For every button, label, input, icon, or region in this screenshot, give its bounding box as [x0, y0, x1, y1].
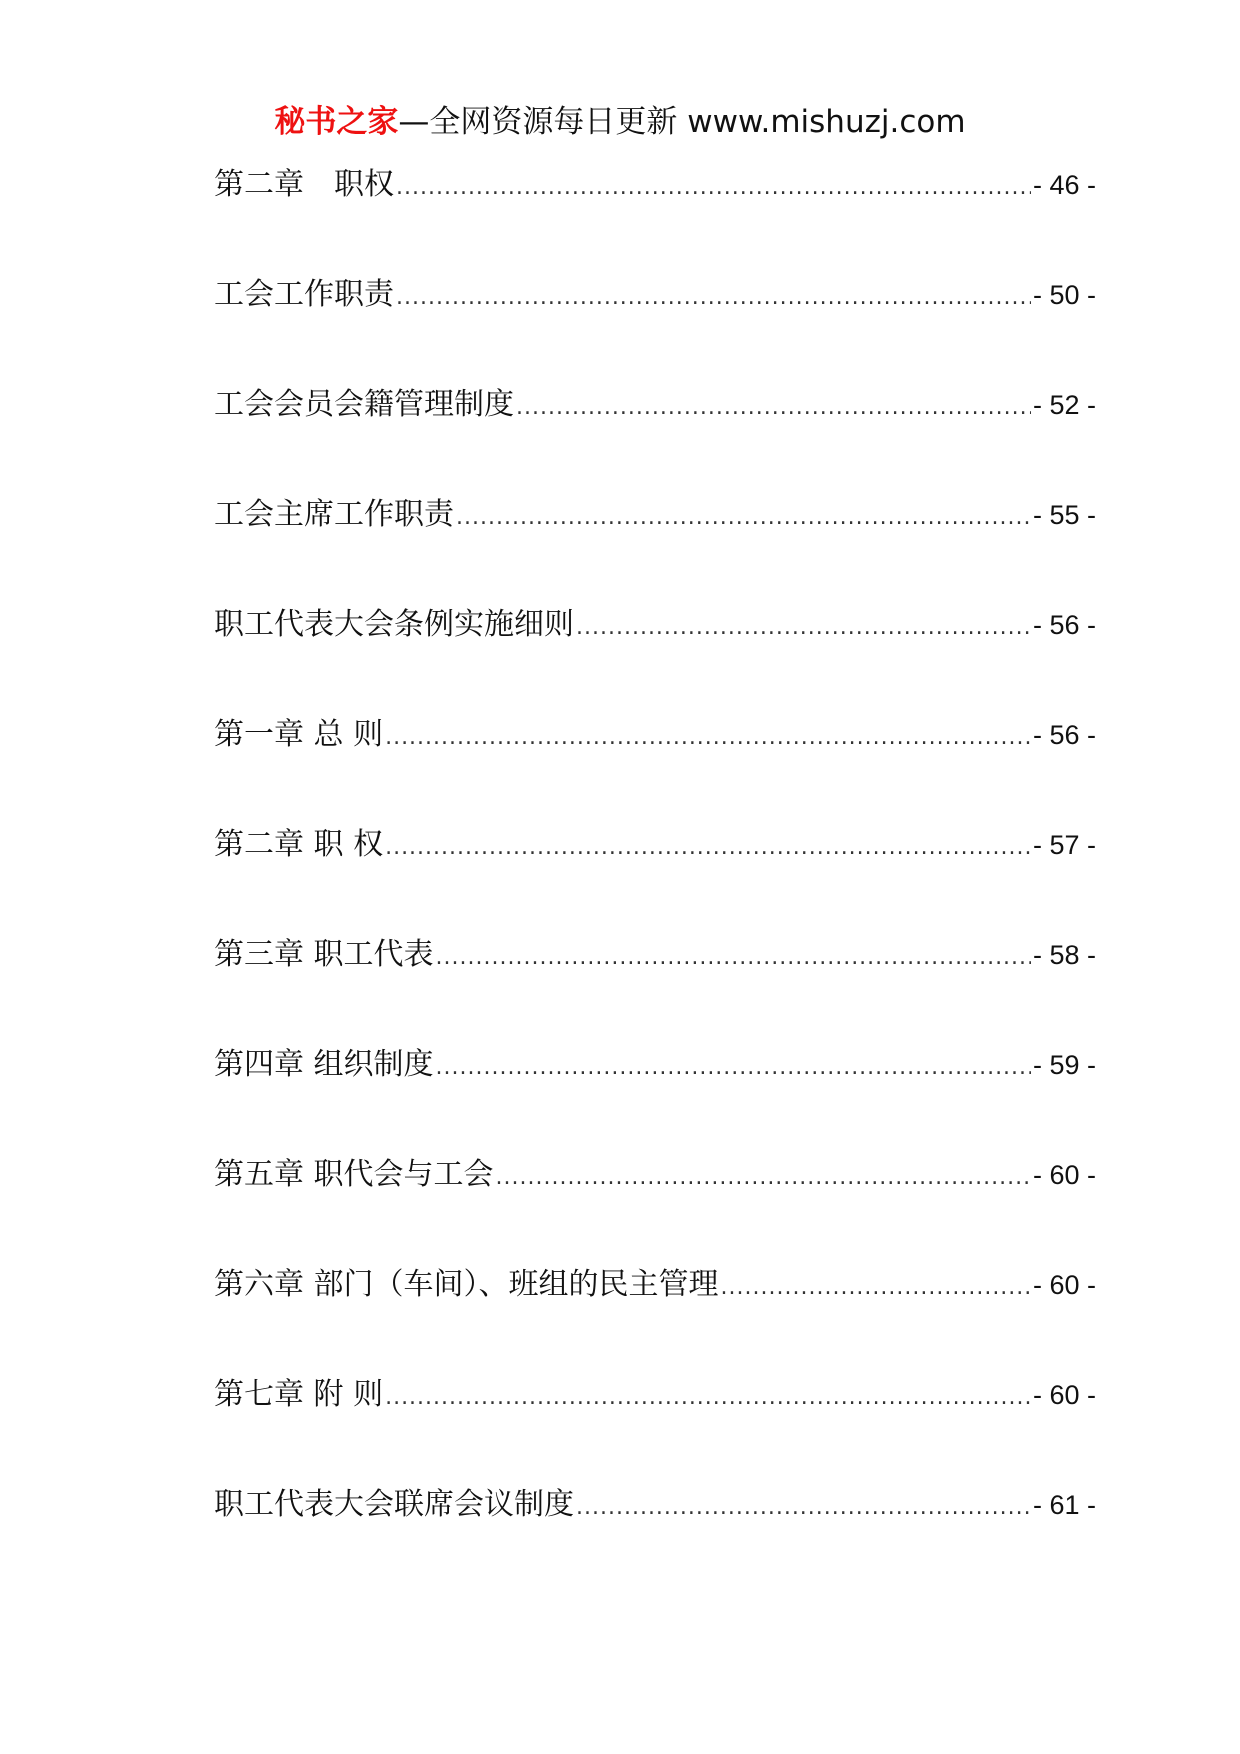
toc-page-number: - 58 - [1032, 940, 1096, 970]
toc-entry[interactable] [214, 603, 1096, 713]
toc-page-number: - 46 - [1032, 170, 1096, 200]
toc-entry-title: 第三章 职工代表 [214, 937, 434, 972]
toc-page-number: - 60 - [1032, 1160, 1096, 1190]
toc-dot-leader [385, 716, 1031, 760]
toc-dot-leader [576, 1486, 1031, 1530]
toc-entry-title: 工会会员会籍管理制度 [214, 387, 514, 422]
toc-dot-leader [396, 166, 1031, 210]
toc-entry[interactable] [214, 1153, 1096, 1263]
toc-page-number: - 61 - [1032, 1490, 1096, 1520]
toc-page-number: - 50 - [1032, 280, 1096, 310]
toc-page-number: - 59 - [1032, 1050, 1096, 1080]
toc-entry-title: 第四章 组织制度 [214, 1047, 434, 1082]
toc-entry[interactable] [214, 1373, 1096, 1483]
site-tagline: —全网资源每日更新 www.mishuzj.com [398, 104, 966, 140]
toc-dot-leader [436, 1046, 1031, 1090]
toc-entry-title: 第二章 职 权 [214, 827, 384, 862]
toc-entry[interactable] [214, 273, 1096, 383]
toc-page-number: - 56 - [1032, 720, 1096, 750]
brand-name: 秘书之家 [274, 104, 399, 140]
toc-page-number: - 52 - [1032, 390, 1096, 420]
toc-entry-title: 第六章 部门（车间）、班组的民主管理 [214, 1267, 719, 1302]
toc-entry-title: 第一章 总 则 [214, 717, 384, 752]
toc-dot-leader [576, 606, 1031, 650]
toc-entry-title: 第二章 职权 [214, 167, 394, 202]
toc-dot-leader [721, 1266, 1031, 1310]
toc-entry[interactable] [214, 1483, 1096, 1593]
toc-entry[interactable] [214, 823, 1096, 933]
toc-page-number: - 55 - [1032, 500, 1096, 530]
toc-page-number: - 60 - [1032, 1380, 1096, 1410]
toc-entry-title: 职工代表大会条例实施细则 [214, 607, 574, 642]
toc-entry[interactable] [214, 383, 1096, 493]
toc-entry-title: 工会主席工作职责 [214, 497, 454, 532]
toc-entry-title: 职工代表大会联席会议制度 [214, 1487, 574, 1522]
toc-entry[interactable] [214, 163, 1096, 273]
toc-dot-leader [385, 826, 1031, 870]
toc-dot-leader [516, 386, 1031, 430]
toc-dot-leader [456, 496, 1031, 540]
toc-entry-title: 第七章 附 则 [214, 1377, 384, 1412]
toc-page-number: - 56 - [1032, 610, 1096, 640]
toc-dot-leader [396, 276, 1031, 320]
table-of-contents [214, 163, 1096, 1593]
toc-page-number: - 60 - [1032, 1270, 1096, 1300]
toc-entry[interactable] [214, 713, 1096, 823]
toc-entry-title: 工会工作职责 [214, 277, 394, 312]
toc-entry-title: 第五章 职代会与工会 [214, 1157, 494, 1192]
toc-dot-leader [496, 1156, 1031, 1200]
toc-entry[interactable] [214, 933, 1096, 1043]
toc-entry[interactable] [214, 1263, 1096, 1373]
toc-entry[interactable] [214, 493, 1096, 603]
toc-dot-leader [385, 1376, 1031, 1420]
toc-dot-leader [436, 936, 1031, 980]
toc-entry[interactable] [214, 1043, 1096, 1153]
toc-page-number: - 57 - [1032, 830, 1096, 860]
page-header [0, 100, 1240, 144]
